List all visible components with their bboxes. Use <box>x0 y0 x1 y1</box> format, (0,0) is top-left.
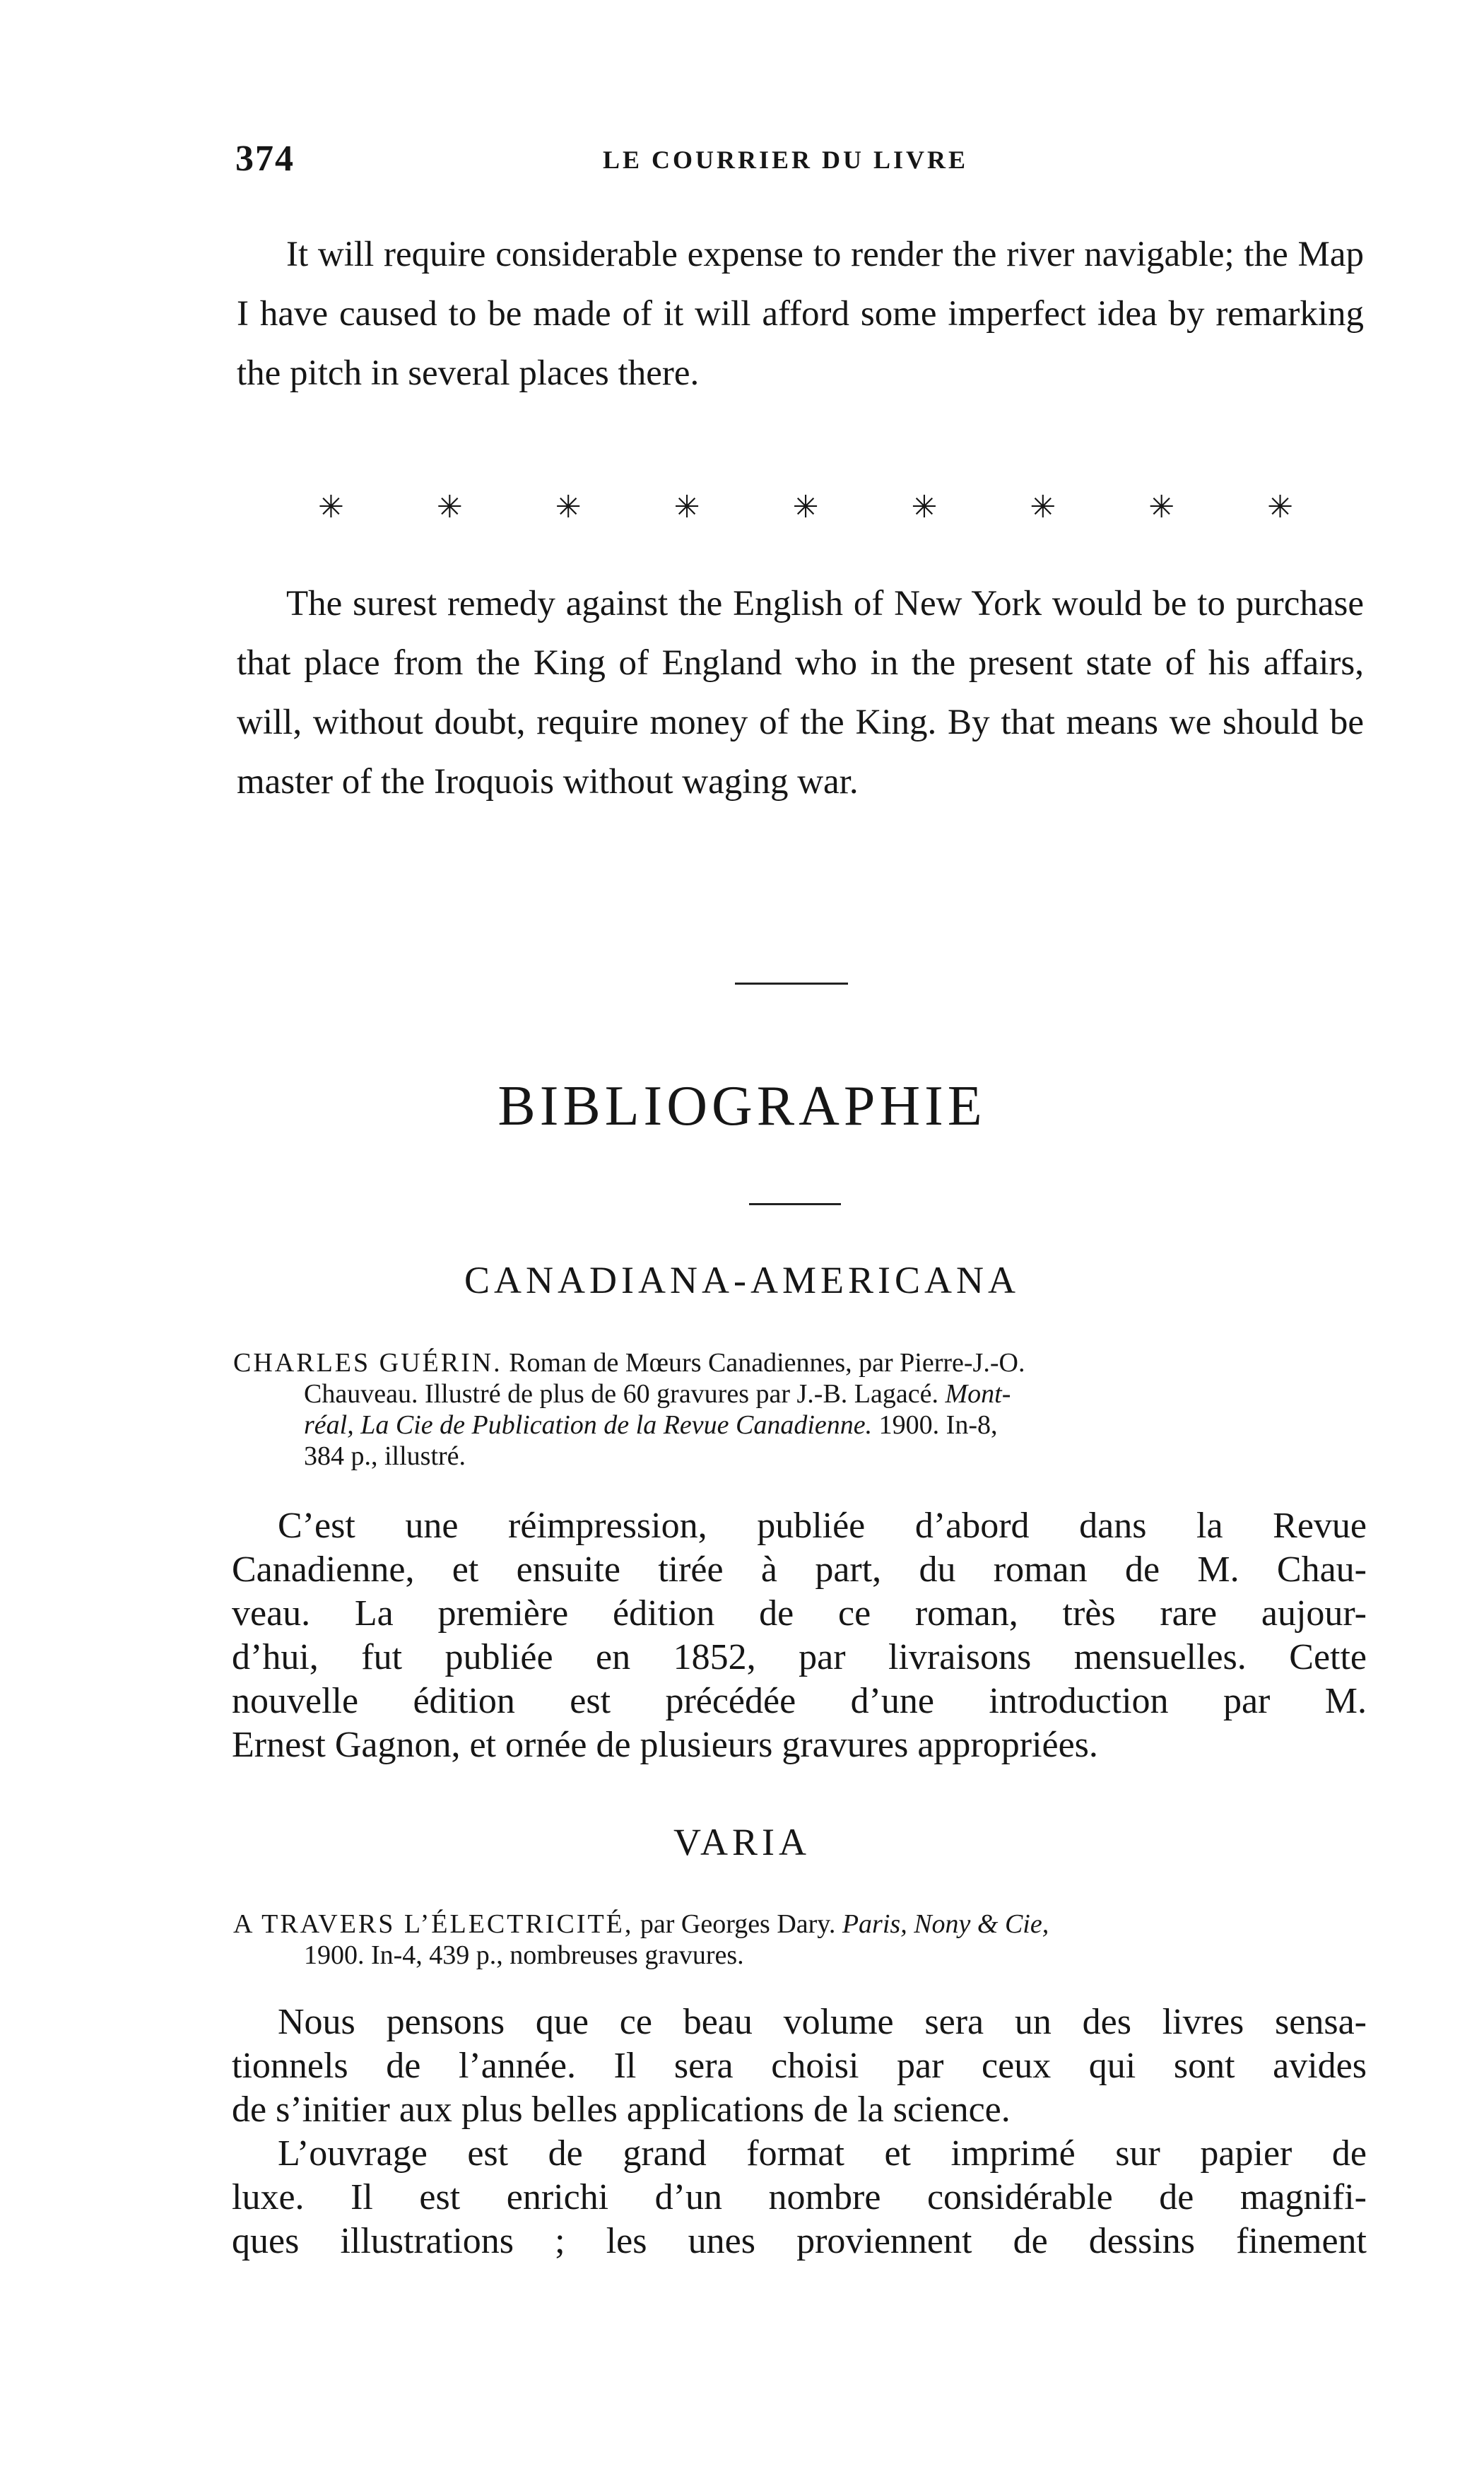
review-line: ques illustrations ; les unes proviennent de dessins finement <box>232 2221 1367 2261</box>
section-title-varia: VARIA <box>673 1821 811 1863</box>
entry-publisher: réal, La Cie de Publication de la Revue Canadienne. <box>304 1410 873 1440</box>
asterism-separator <box>318 489 1293 525</box>
bibliographic-entry-a-travers-electricite <box>233 1909 1364 1971</box>
heading-underline-rule <box>749 1203 841 1205</box>
review-line: Nous pensons que ce beau volume sera un des livres sensa- <box>278 2002 1367 2042</box>
review-line: d’hui, fut publiée en 1852, par livraisons mensuelles. Cette <box>232 1637 1367 1677</box>
running-title: LE COURRIER DU LIVRE <box>603 146 969 174</box>
review-a-travers-electricite <box>232 2000 1367 2263</box>
review-line: nouvelle édition est précédée d’une introduction par M. <box>232 1681 1367 1721</box>
entry-text: 1900. In-4, 439 p., nombreuses gravures. <box>304 1940 744 1970</box>
entry-text: Roman de Mœurs Canadiennes, par Pierre-J.-O. <box>502 1348 1025 1378</box>
review-line: Ernest Gagnon, et ornée de plusieurs gravures appropriées. <box>232 1725 1098 1765</box>
asterisk-glyph: ✳ <box>436 489 463 525</box>
page-number: 374 <box>235 139 295 179</box>
entry-text: par Georges Dary. <box>633 1909 842 1939</box>
section-title-canadiana: CANADIANA-AMERICANA <box>464 1259 1020 1301</box>
entry-text: 384 p., illustré. <box>304 1441 466 1471</box>
review-line: luxe. Il est enrichi d’un nombre considérable de magnifi- <box>232 2177 1367 2217</box>
review-line: Canadienne, et ensuite tirée à part, du roman de M. Chau- <box>232 1549 1367 1590</box>
asterisk-glyph: ✳ <box>911 489 938 525</box>
asterisk-glyph: ✳ <box>318 489 344 525</box>
entry-text: Chauveau. Illustré de plus de 60 gravures par J.-B. Lagacé. <box>304 1379 946 1409</box>
main-heading: BIBLIOGRAPHIE <box>497 1075 987 1137</box>
entry-publisher: Paris, Nony & Cie, <box>842 1909 1049 1939</box>
section-divider-rule <box>735 983 848 985</box>
entry-text: 1900. In-8, <box>872 1410 998 1440</box>
entry-title: CHARLES GUÉRIN. <box>233 1348 502 1378</box>
review-line: C’est une réimpression, publiée d’abord dans la Revue <box>278 1506 1367 1546</box>
bibliographic-entry-charles-guerin <box>233 1347 1364 1472</box>
review-line: veau. La première édition de ce roman, très rare aujour- <box>232 1593 1367 1634</box>
english-paragraph-2: The surest remedy against the English of New York would be to purchase that place from the King of England who in the present state of his affairs, will, without doubt, require money of the King. By that means we should be master of the Iroquois without waging war. <box>237 584 1364 802</box>
asterisk-glyph: ✳ <box>1030 489 1056 525</box>
english-paragraph-1: It will require considerable expense to render the river navigable; the Map I have caused to be made of it will afford some imperfect idea by remarking the pitch in several places there. <box>237 235 1364 393</box>
asterisk-glyph: ✳ <box>555 489 582 525</box>
entry-publisher: Mont- <box>945 1379 1011 1409</box>
asterisk-glyph: ✳ <box>792 489 819 525</box>
review-line: tionnels de l’année. Il sera choisi par ceux qui sont avides <box>232 2046 1367 2086</box>
entry-title: A TRAVERS L’ÉLECTRICITÉ, <box>233 1909 634 1939</box>
review-line: de s’initier aux plus belles applications de la science. <box>232 2089 1011 2130</box>
asterisk-glyph: ✳ <box>673 489 700 525</box>
asterisk-glyph: ✳ <box>1148 489 1175 525</box>
review-charles-guerin <box>232 1504 1367 1767</box>
review-line: L’ouvrage est de grand format et imprimé sur papier de <box>278 2133 1367 2174</box>
asterisk-glyph: ✳ <box>1267 489 1293 525</box>
running-head <box>235 138 1362 180</box>
